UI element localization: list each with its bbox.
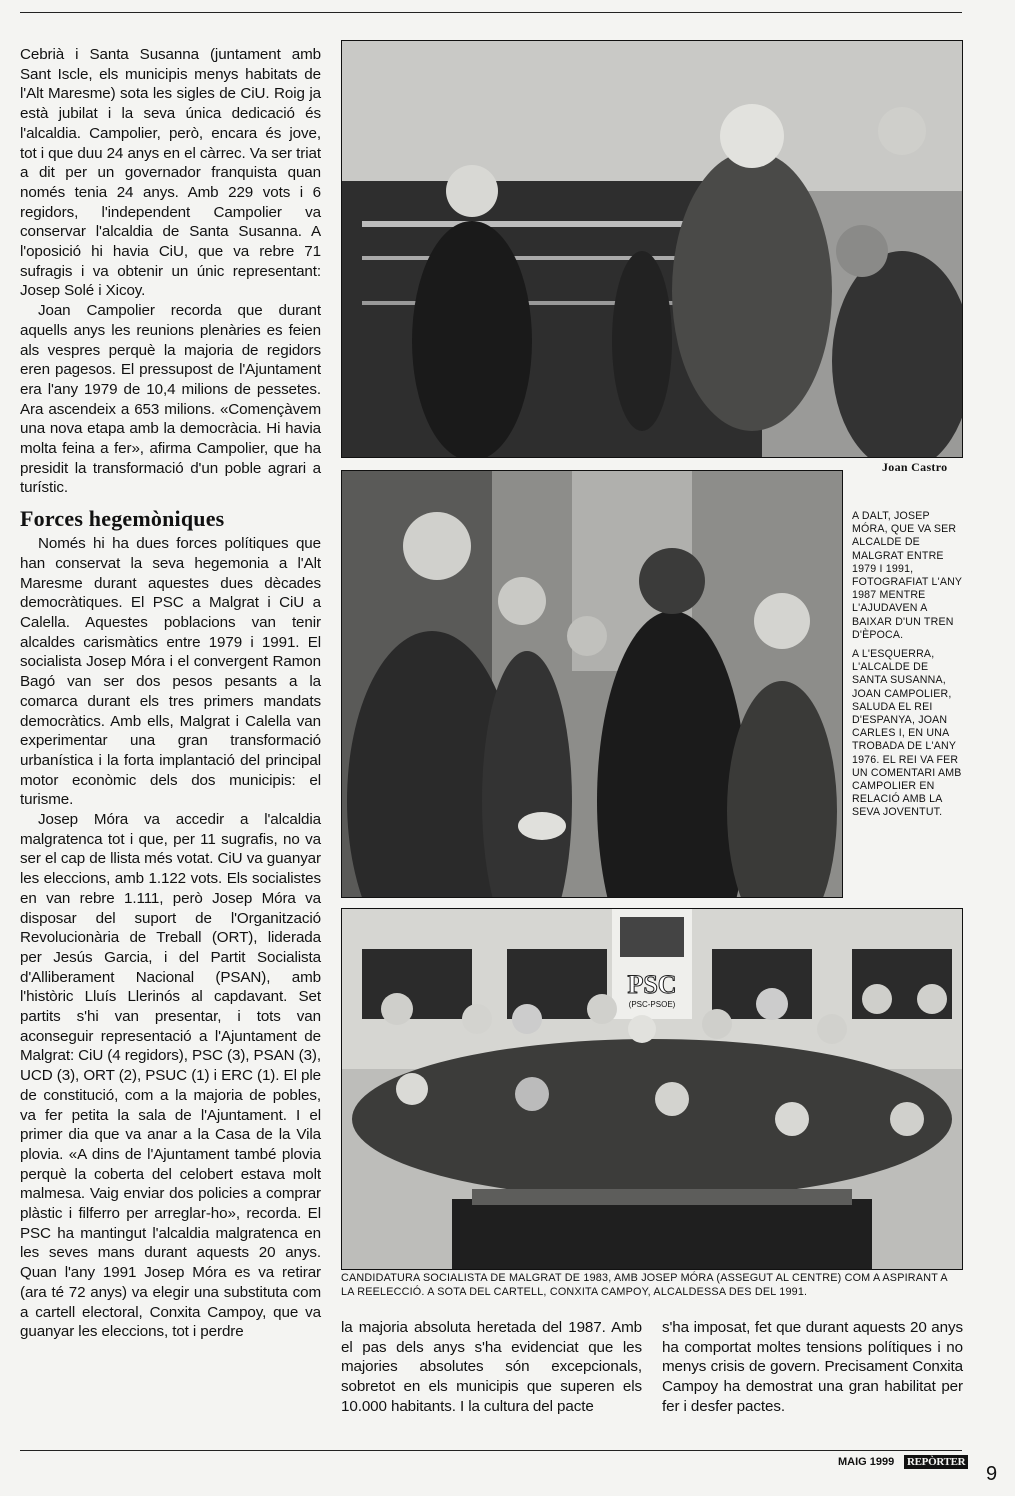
- photo-train: [341, 40, 963, 458]
- paragraph: Només hi ha dues forces polítiques que han conservat la seva hegemonia a l'Alt Maresme durant aquestes dues dècades democràtiques. El PSC a Malgrat i CiU a Calella. Aquestes poblacions van tenir alcaldes carismàtics entre 1979 i 1991. El socialista Josep Móra i el convergent Ramon Bagó van ser dos pesos pesants a la comarca durant els tres primers mandats democràtics. Amb ells, Malgrat i Calella van experimentar una gran transformació urbanística i la forta implantació del principal motor econòmic dels dos municipis: el turisme.: [20, 535, 321, 809]
- article-column-2: [341, 1318, 642, 1417]
- subheading: Forces hegemòniques: [20, 506, 225, 532]
- photo-candidatura: [341, 908, 963, 1270]
- top-rule: [20, 12, 962, 13]
- footer-issue: MAIG 1999: [838, 1456, 895, 1468]
- caption-train: A DALT, JOSEP MÓRA, QUE VA SER ALCALDE DE MALGRAT ENTRE 1979 I 1991, FOTOGRAFIAT L'ANY 1987 MENTRE L'AJUDAVEN A BAIXAR D'UN TREN D'ÈPOCA.: [852, 510, 963, 641]
- poster-sublabel: (PSC-PSOE): [628, 1000, 676, 1009]
- photo-credit: Joan Castro: [882, 460, 948, 474]
- photo-king-handshake: [341, 470, 843, 898]
- caption-candidatura: CANDIDATURA SOCIALISTA DE MALGRAT DE 1983, AMB JOSEP MÓRA (ASSEGUT AL CENTRE) COM A ASPIRANT A LA REELECCIÓ. A SOTA DEL CARTELL, CONXITA CAMPOY, ALCALDESSA DES DEL 1991.: [341, 1272, 948, 1298]
- paragraph: Josep Móra va accedir a l'alcaldia malgratenca tot i que, per 11 sugrafis, no va ser el cap de llista més votat. CiU va guanyar les eleccions, amb 1.122 vots. Els socialistes en van rebre 1.111, però Josep Móra va disposar del suport de l'Organització Revolucionària de Treball (ORT), liderada per Jesús Garcia, i del Partit Socialista d'Alliberament Nacional (PSAN), amb l'històric Lluís Llerinós al capdavant. Set partits s'hi van presentar, i tots van aconseguir representació a l'Ajuntament de Malgrat: CiU (4 regidors), PSC (3), PSAN (3), UCD (3), ORT (2), PSUC (1) i ERC (1). El ple de constitució, com a la majoria de pobles, va fer petita la sala de l'Ajuntament. I el primer dia que va anar a la Casa de la Vila plovia. «A dins de l'Ajuntament també plovia perquè la coberta del celobert estava molt malmesa. Vaig enviar dos policies a comprar plàstic i filferro per arreglar-ho», recorda. El PSC ha mantingut l'alcaldia malgratenca en les seves mans durant aquests 20 anys. Quan l'any 1991 Josep Móra es va retirar (ara té 72 anys) va elegir una substituta com a cartell electoral, Conxita Campoy, que va guanyar les eleccions, tot i perdre: [20, 811, 322, 1341]
- magazine-logo: REPÒRTER: [904, 1455, 968, 1469]
- poster-label: PSC: [627, 970, 677, 999]
- paragraph: la majoria absoluta heretada del 1987. Amb el pas dels anys s'ha evidenciat que les majories absolutes són excepcionals, sobretot en els municipis que superen els 10.000 habitants. I la cultura del pacte: [341, 1319, 642, 1415]
- bottom-rule: [20, 1450, 962, 1451]
- paragraph: Cebrià i Santa Susanna (juntament amb Sant Iscle, els municipis menys habitats de l'Alt Maresme) sota les sigles de CiU. Roig ja està jubilat i la seva única dedicació és l'alcaldia. Campolier, però, encara és jove, tot i que duu 24 anys en el càrrec. Va ser triat a dit per un governador franquista quan només tenia 24 anys. Amb 229 vots i 6 regidors, l'independent Campolier va conservar l'alcaldia de Santa Susanna. A l'oposició hi havia CiU, que va rebre 71 sufragis i va obtenir un únic representant: Josep Solé i Xicoy.: [20, 46, 321, 300]
- paragraph: s'ha imposat, fet que durant aquests 20 anys ha comportat moltes tensions polítiques i no menys crisis de govern. Precisament Conxita Campoy ha demostrat una gran habilitat per fer i desfer pactes.: [662, 1319, 963, 1415]
- paragraph: Joan Campolier recorda que durant aquells anys les reunions plenàries es feien als vespres perquè la majoria de regidors eren pagesos. El pressupost de l'Ajuntament era l'any 1979 de 10,4 milions de pessetes. Ara ascendeix a 653 milions. «Començàvem una nova etapa amb la democràcia. Hi havia molta feina a fer», afirma Campolier, que ha presidit la transformació d'un poble agrari a turístic.: [20, 302, 321, 497]
- article-column-1: [20, 45, 321, 1342]
- article-column-3: [662, 1318, 963, 1417]
- page-number: 9: [986, 1463, 998, 1485]
- caption-king: A L'ESQUERRA, L'ALCALDE DE SANTA SUSANNA, JOAN CAMPOLIER, SALUDA EL REI D'ESPANYA, JOAN CARLES I, EN UNA TROBADA DE L'ANY 1976. EL REI VA FER UN COMENTARI AMB CAMPOLIER EN RELACIÓ AMB LA SEVA JOVENTUT.: [852, 648, 962, 819]
- side-captions: [852, 510, 964, 826]
